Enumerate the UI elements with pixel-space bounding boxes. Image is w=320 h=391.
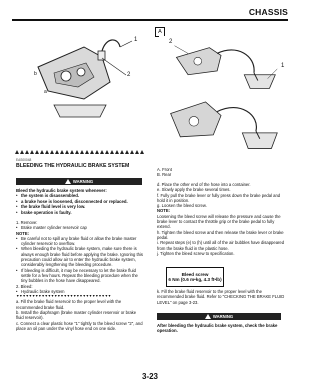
spec-box bbox=[166, 267, 224, 287]
warning-item: • the brake fluid level is very low. bbox=[16, 204, 144, 209]
sub-step-f: f. Fully pull the brake lever or fully press down the brake pedal and hold it in position. bbox=[157, 192, 281, 203]
sub-step-a: a. Fill the brake fluid reservoir to the proper level with the recommended brake fluid. bbox=[16, 299, 122, 310]
warning-item: • a brake hose is loosened, disconnected or replaced. bbox=[16, 199, 144, 204]
sub-step-b: b. Install the diaphragm (brake master cylinder reservoir or brake fluid reservoir). bbox=[16, 310, 137, 321]
warning-label: WARNING bbox=[72, 179, 94, 184]
sub-step-c: c. Connect a clear plastic hose "1" tightly to the bleed screw "2", and place an oil pan under the vinyl hose end on one side. bbox=[16, 320, 143, 331]
right-steps bbox=[157, 182, 287, 256]
warning-item: • the system is disassembled. bbox=[16, 193, 144, 198]
sub-step-d: d. Place the other end of the hose into a container. bbox=[157, 182, 251, 187]
step-1-item: • Brake master cylinder reservoir cap bbox=[16, 225, 144, 230]
note-label: NOTE: bbox=[16, 230, 30, 236]
warning-text bbox=[16, 188, 144, 215]
note-item: • Be careful not to spill any brake fluid or allow the brake master cylinder reservoir to overflow. bbox=[16, 236, 144, 247]
warning-label: WARNING bbox=[212, 314, 234, 319]
section-title: BLEEDING THE HYDRAULIC BRAKE SYSTEM bbox=[16, 163, 130, 169]
note-label: NOTE: bbox=[157, 208, 171, 214]
legend-front: A. Front bbox=[157, 167, 172, 172]
page-header-title: CHASSIS bbox=[248, 7, 288, 17]
page-number: 3-23 bbox=[141, 372, 159, 381]
spec-value: 6 Nm (0.6 m•kg, 4.3 ft•lb) bbox=[168, 277, 222, 282]
note-item: • If bleeding is difficult, it may be necessary to let the brake fluid settle for a few hours. Repeat the bleeding procedure when the tiny bubbles in the hose have disappeared. bbox=[16, 268, 144, 284]
figure-legend bbox=[157, 167, 217, 178]
fig-left-callout-2: 2 bbox=[127, 72, 131, 78]
sub-step-k: k. Fill the brake fluid reservoir to the proper level with the recommended brake fluid. Refer to "CHECKING THE BRAKE FLUID LEVEL" on page 3-23. bbox=[157, 289, 285, 305]
section-divider-triangles bbox=[14, 149, 146, 155]
fig-left-callout-1: 1 bbox=[134, 37, 138, 43]
step-2: 2. Bleed: bbox=[16, 283, 33, 289]
right-column bbox=[155, 27, 288, 372]
fig-left-sub-b: b bbox=[34, 71, 37, 77]
fig-left-sub-a: a bbox=[44, 89, 47, 95]
fig-right-callout-2: 2 bbox=[169, 39, 173, 45]
left-column bbox=[14, 27, 146, 372]
warning-icon bbox=[65, 179, 71, 184]
sub-step-i: i. Repeat steps (e) to (h) until all of the air bubbles have disappeared from the brake fluid in the plastic hose. bbox=[157, 240, 285, 251]
sub-step-h: h. Tighten the bleed screw and then release the brake lever or brake pedal. bbox=[157, 229, 284, 240]
step-2-item: • Hydraulic brake system bbox=[16, 289, 144, 294]
warning-banner-right bbox=[157, 313, 281, 320]
after-bleeding-text: After bleeding the hydraulic brake system, check the brake operation. bbox=[157, 323, 278, 334]
header-rule bbox=[12, 19, 288, 21]
sub-step-e: e. Slowly apply the brake several times. bbox=[157, 187, 231, 193]
step-divider: ▼▼▼▼▼▼▼▼▼▼▼▼▼▼▼▼▼▼▼▼▼▼▼▼▼▼▼▼▼▼ bbox=[16, 294, 111, 299]
sub-step-g: g. Loosen the bleed screw. bbox=[157, 203, 207, 209]
warning-intro: Bleed the hydraulic brake system whenever: bbox=[16, 188, 107, 193]
figure-tag: A bbox=[155, 27, 165, 37]
sub-step-k-block bbox=[157, 289, 287, 305]
warning-banner bbox=[16, 178, 142, 185]
warning-icon bbox=[205, 314, 211, 319]
step-1: 1. Remove: bbox=[16, 220, 38, 225]
note-item: • When bleeding the hydraulic brake system, make sure there is always enough brake fluid before applying the brake. Ignoring this precaution could allow air to enter the hydraulic brake system, considerably lengthening the bleeding procedure. bbox=[16, 246, 144, 267]
left-steps bbox=[16, 220, 144, 331]
spec-title: Bleed screw bbox=[181, 272, 209, 277]
bleeding-figure bbox=[159, 35, 285, 163]
sub-step-j: j. Tighten the bleed screw to specification. bbox=[157, 250, 235, 256]
section-code: EAS00048 bbox=[16, 158, 32, 162]
fig-right-callout-1: 1 bbox=[281, 63, 285, 69]
warning-item: • brake operation is faulty. bbox=[16, 210, 144, 215]
note-text: Loosening the bleed screw will release the pressure and cause the brake lever to contact the throttle grip or the brake pedal to fully extend. bbox=[157, 213, 281, 230]
legend-rear: B. Rear bbox=[157, 172, 172, 178]
